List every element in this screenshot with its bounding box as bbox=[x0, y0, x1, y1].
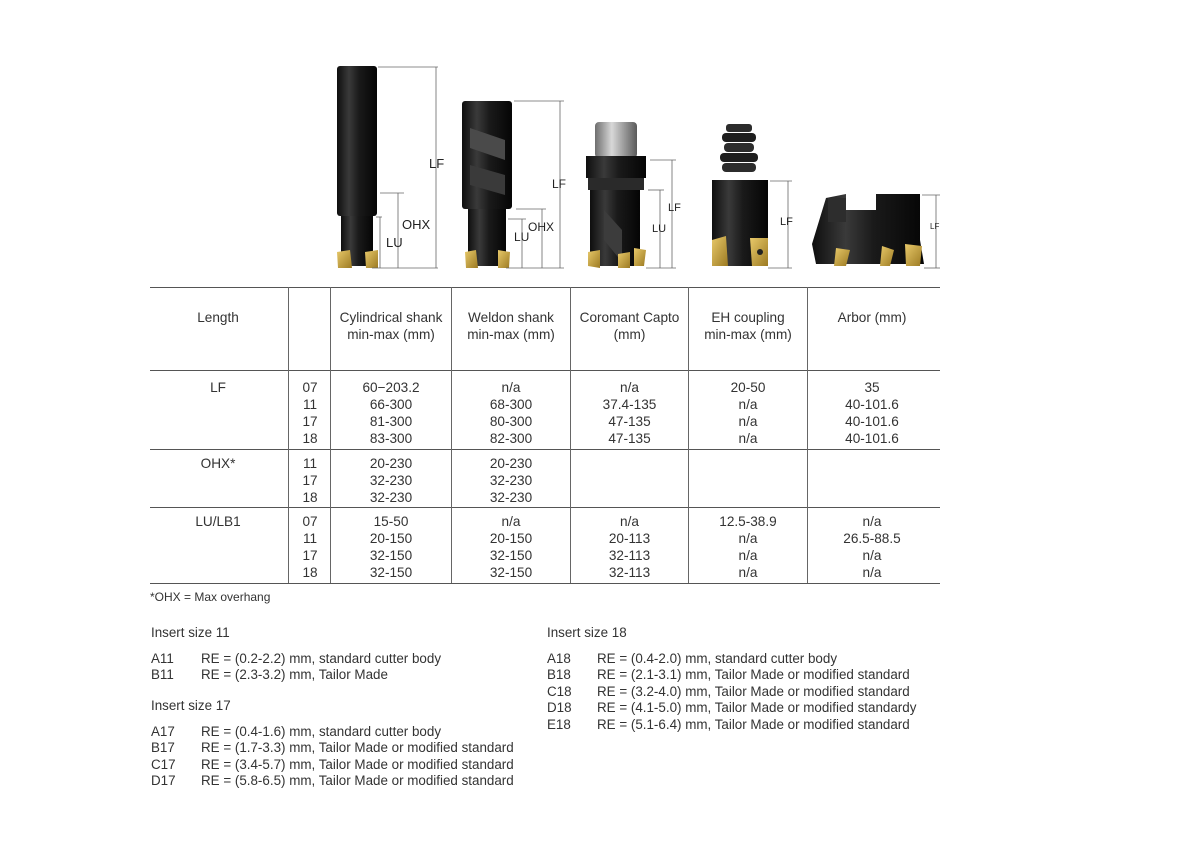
insert-code: E18 bbox=[547, 716, 571, 732]
insert-description: RE = (1.7-3.3) mm, Tailor Made or modified standard bbox=[201, 740, 514, 756]
insert-code: C18 bbox=[547, 683, 572, 699]
insert-sizes: 07 11 17 18 bbox=[302, 380, 318, 446]
table-col-rule bbox=[288, 287, 289, 583]
row-label-lu-lb1: LU/LB1 bbox=[195, 514, 241, 529]
header-arbor: Arbor (mm) bbox=[837, 310, 907, 325]
cell-arbor: 35 40-101.6 40-101.6 40-101.6 bbox=[845, 380, 899, 446]
insert-code: D17 bbox=[151, 773, 176, 789]
insert-code: A11 bbox=[151, 650, 174, 666]
list-item bbox=[547, 650, 838, 668]
insert-code: B18 bbox=[547, 667, 571, 683]
insert-code: B17 bbox=[151, 740, 175, 756]
insert-description: RE = (2.3-3.2) mm, Tailor Made bbox=[201, 667, 388, 683]
list-item bbox=[151, 723, 442, 741]
insert-description: RE = (0.4-2.0) mm, standard cutter body bbox=[597, 650, 838, 666]
cell-eh: 12.5-38.9 n/a n/a n/a bbox=[719, 514, 777, 580]
header-eh-coupling: EH coupling min-max (mm) bbox=[704, 310, 792, 342]
row-label-ohx: OHX* bbox=[200, 456, 236, 471]
list-item bbox=[151, 650, 442, 668]
cell-eh: 20-50 n/a n/a n/a bbox=[730, 380, 766, 446]
cell-cylindrical: 15-50 20-150 32-150 32-150 bbox=[369, 514, 413, 580]
footnote: *OHX = Max overhang bbox=[150, 590, 271, 604]
cell-weldon: n/a 20-150 32-150 32-150 bbox=[489, 514, 533, 580]
list-item bbox=[547, 716, 910, 734]
arbor-tool bbox=[812, 194, 940, 268]
cell-arbor: n/a 26.5-88.5 n/a n/a bbox=[843, 514, 901, 580]
insert-size-17-title: Insert size 17 bbox=[151, 698, 231, 713]
table-bottom-rule bbox=[150, 583, 940, 584]
insert-description: RE = (3.4-5.7) mm, Tailor Made or modified standard bbox=[201, 756, 514, 772]
insert-description: RE = (0.4-1.6) mm, standard cutter body bbox=[201, 723, 442, 739]
list-item bbox=[151, 756, 514, 774]
insert-description: RE = (0.2-2.2) mm, standard cutter body bbox=[201, 650, 442, 666]
cell-cylindrical: 20-230 32-230 32-230 bbox=[369, 456, 413, 505]
insert-code: C17 bbox=[151, 756, 176, 772]
capto-lf-label: LF bbox=[668, 202, 681, 214]
cylindrical-shank-tool bbox=[337, 66, 444, 268]
cell-weldon: 20-230 32-230 32-230 bbox=[489, 456, 533, 505]
eh-coupling-tool bbox=[712, 124, 793, 268]
insert-code: A18 bbox=[547, 650, 571, 666]
table-top-rule bbox=[150, 287, 940, 288]
insert-description: RE = (4.1-5.0) mm, Tailor Made or modified standardy bbox=[597, 700, 917, 716]
list-item bbox=[547, 700, 917, 717]
header-length: Length bbox=[197, 310, 239, 325]
eh-lf-label: LF bbox=[780, 216, 793, 228]
insert-sizes: 07 11 17 18 bbox=[302, 514, 318, 580]
insert-size-11-block bbox=[151, 625, 442, 684]
insert-code: D18 bbox=[547, 700, 572, 716]
tool-illustrations bbox=[0, 0, 1200, 290]
insert-description: RE = (5.1-6.4) mm, Tailor Made or modified standard bbox=[597, 716, 910, 732]
row-label-lf: LF bbox=[210, 380, 226, 395]
insert-size-18-block bbox=[547, 625, 917, 734]
table-row-rule bbox=[150, 507, 940, 508]
weldon-shank-tool bbox=[462, 101, 566, 268]
cell-capto: n/a 20-113 32-113 32-113 bbox=[608, 514, 651, 580]
cyl-lu-label: LU bbox=[386, 235, 403, 250]
insert-size-11-title: Insert size 11 bbox=[151, 625, 230, 640]
weldon-lu-label: LU bbox=[514, 230, 530, 244]
arbor-lf-label: LF bbox=[930, 222, 940, 231]
list-item bbox=[151, 667, 388, 684]
header-cylindrical-shank: Cylindrical shank min-max (mm) bbox=[339, 310, 443, 342]
list-item bbox=[547, 683, 910, 701]
table-row-rule bbox=[150, 449, 940, 450]
cell-weldon: n/a 68-300 80-300 82-300 bbox=[489, 380, 533, 446]
list-item bbox=[151, 740, 514, 757]
insert-code: A17 bbox=[151, 723, 175, 739]
insert-description: RE = (3.2-4.0) mm, Tailor Made or modified standard bbox=[597, 683, 910, 699]
cyl-lf-label: LF bbox=[429, 156, 445, 171]
header-weldon-shank: Weldon shank min-max (mm) bbox=[467, 310, 555, 342]
weldon-ohx-label: OHX bbox=[528, 220, 555, 234]
capto-lu-label: LU bbox=[652, 223, 667, 235]
insert-size-17-block bbox=[151, 698, 514, 790]
insert-description: RE = (5.8-6.5) mm, Tailor Made or modified standard bbox=[201, 773, 514, 789]
cell-cylindrical: 60−203.2 66-300 81-300 83-300 bbox=[362, 380, 420, 446]
insert-description: RE = (2.1-3.1) mm, Tailor Made or modified standard bbox=[597, 667, 910, 683]
insert-code: B11 bbox=[151, 667, 174, 683]
header-coromant-capto: Coromant Capto (mm) bbox=[579, 310, 680, 342]
cell-capto: n/a 37.4-135 47-135 47-135 bbox=[602, 380, 657, 446]
list-item bbox=[151, 773, 514, 790]
coromant-capto-tool bbox=[586, 122, 681, 268]
table-header-rule bbox=[150, 370, 940, 371]
insert-sizes: 11 17 18 bbox=[302, 456, 318, 505]
list-item bbox=[547, 667, 910, 684]
weldon-lf-label: LF bbox=[552, 177, 567, 191]
cyl-ohx-label: OHX bbox=[402, 217, 431, 232]
insert-size-18-title: Insert size 18 bbox=[547, 625, 627, 640]
